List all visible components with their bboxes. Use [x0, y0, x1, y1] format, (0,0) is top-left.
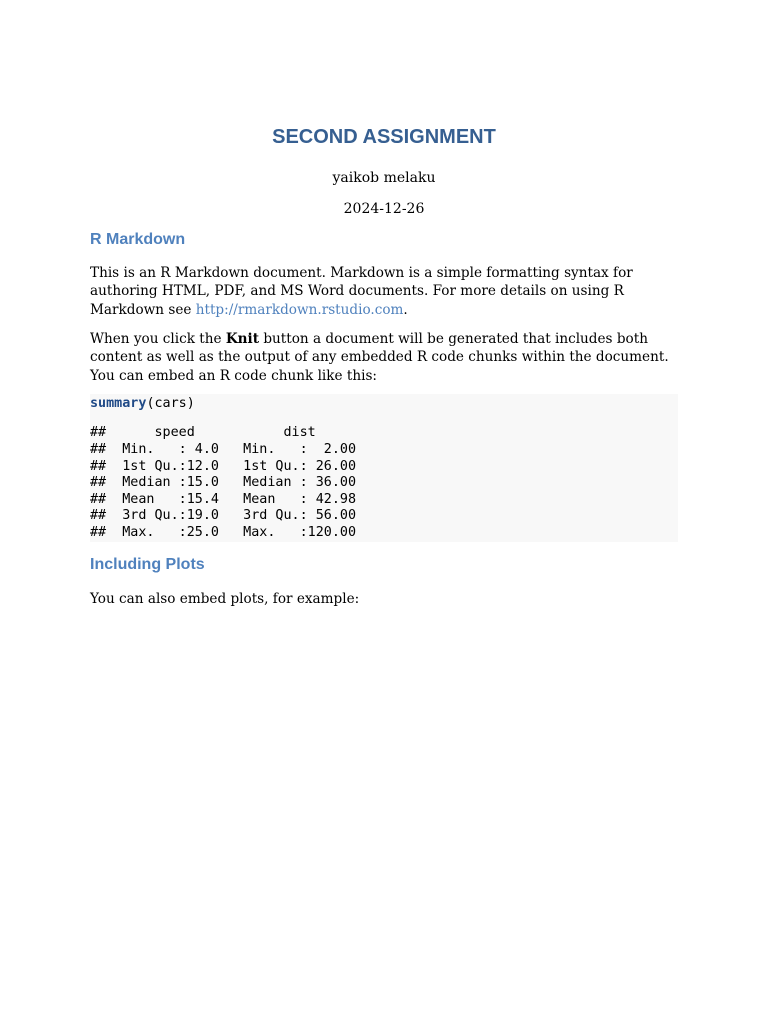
document-title: SECOND ASSIGNMENT	[272, 126, 496, 148]
code-output-line: ## Mean :15.4 Mean : 42.98	[90, 491, 373, 507]
document-date: 2024-12-26	[343, 201, 425, 217]
code-output-line: ## Max. :25.0 Max. :120.00	[90, 524, 373, 540]
document-author: yaikob melaku	[332, 170, 436, 186]
knit-paragraph-after: button a document will be generated that includes both content as well as the output of any embedded R code chunks within the document. You can embed an R code chunk like this:	[90, 331, 669, 384]
code-function-name: summary	[90, 396, 147, 411]
knit-paragraph	[90, 330, 678, 385]
code-function-args: (cars)	[146, 396, 195, 411]
intro-paragraph-end: .	[403, 301, 408, 318]
code-input-line	[90, 396, 195, 413]
code-output-line: ## Median :15.0 Median : 36.00	[90, 475, 373, 490]
code-output-line: ## 1st Qu.:12.0 1st Qu.: 26.00	[90, 458, 373, 474]
rmarkdown-link[interactable]: http://rmarkdown.rstudio.com	[195, 301, 404, 318]
section-heading-r-markdown: R Markdown	[90, 231, 186, 248]
code-chunk	[90, 394, 678, 542]
plots-paragraph: You can also embed plots, for example:	[90, 591, 360, 607]
intro-paragraph-text: This is an R Markdown document. Markdown is a simple formatting syntax for authoring HTML, PDF, and MS Word documents. For more details on using R Markdown see	[90, 265, 633, 318]
intro-paragraph	[90, 264, 678, 319]
code-output-line: ## Min. : 4.0 Min. : 2.00	[90, 442, 373, 457]
code-output-line: ## speed dist	[90, 425, 373, 440]
code-output-line: ## 3rd Qu.:19.0 3rd Qu.: 56.00	[90, 508, 373, 523]
knit-keyword: Knit	[225, 331, 260, 347]
knit-paragraph-before: When you click the	[90, 331, 226, 347]
section-heading-including-plots: Including Plots	[90, 556, 205, 573]
